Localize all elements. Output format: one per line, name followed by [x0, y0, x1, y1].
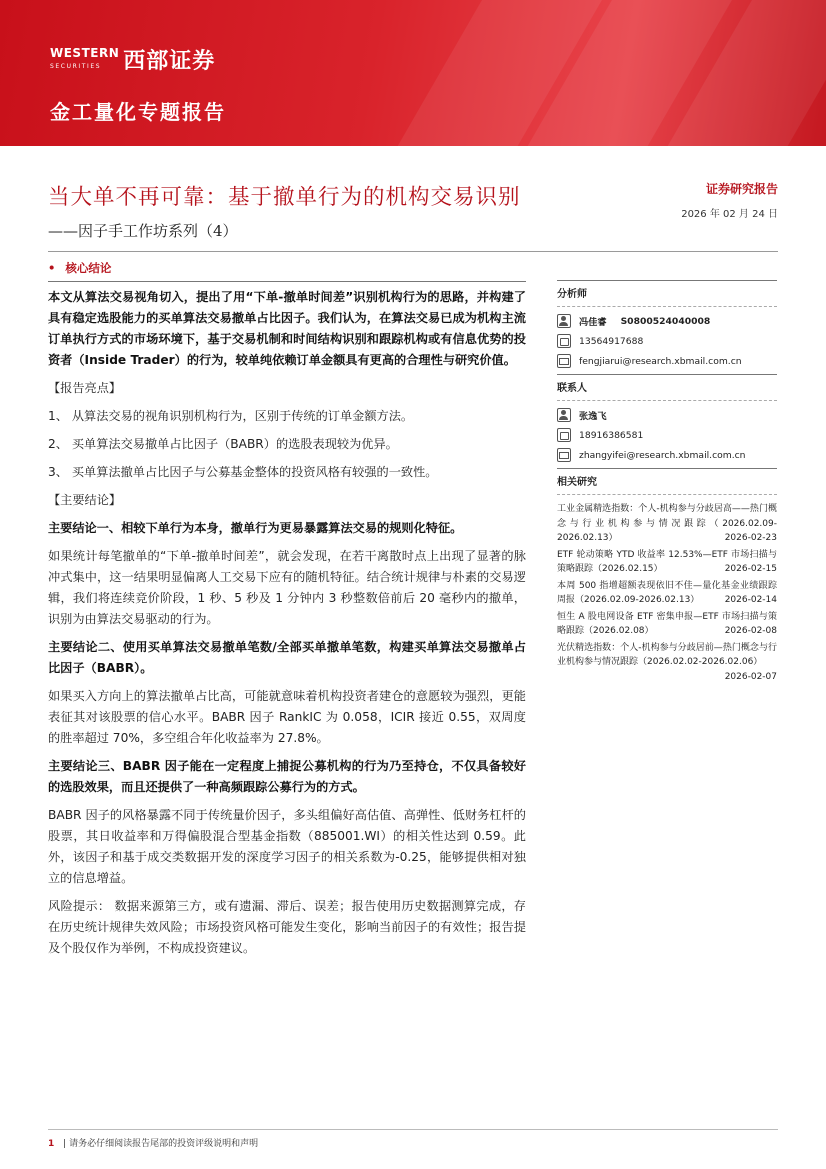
contact-label: 联系人: [557, 383, 587, 394]
phone-icon: [557, 428, 571, 442]
sidebar-divider: [557, 280, 777, 281]
conclusion-head: 主要结论一、相较下单行为本身，撤单行为更易暴露算法交易的规则化特征。: [48, 521, 463, 535]
company-logo: [50, 44, 215, 75]
highlight-item: 2、 买单算法交易撤单占比因子（BABR）的选股表现较为优异。: [48, 437, 398, 451]
logo-en-sub: SECURITIES: [50, 62, 102, 70]
contact-email-row: [557, 448, 777, 462]
sidebar: [557, 280, 777, 684]
related-title[interactable]: ETF 轮动策略 YTD 收益率 12.53%—ETF 市场扫描与策略跟踪（2026.02.15）: [557, 549, 777, 574]
contact-phone-row: [557, 428, 777, 442]
phone-icon: [557, 334, 571, 348]
section-heading: [48, 260, 111, 276]
report-date: 2026 年 02 月 24 日: [681, 209, 778, 220]
related-date: 2026-02-07: [724, 671, 777, 682]
main-content: [48, 287, 526, 966]
sidebar-dash: [557, 494, 777, 496]
contact-email[interactable]: zhangyifei@research.xbmail.com.cn: [579, 449, 746, 461]
related-title[interactable]: 恒生 A 股电网设备 ETF 密集申报—ETF 市场扫描与策略跟踪（2026.02.08）: [557, 611, 777, 636]
mail-icon: [557, 354, 571, 368]
conclusion-body: 如果买入方向上的算法撤单占比高，可能就意味着机构投资者建仓的意愿较为强烈，更能表征其对该股票的信心水平。BABR 因子 RankIC 为 0.058，ICIR 接近 0.55，双周度的胜率超过 70%，多空组合年化收益率为 27.8%。: [48, 689, 526, 745]
related-item[interactable]: [557, 610, 777, 639]
conclusion-body: 如果统计每笔撤单的“下单-撤单时间差”，就会发现，在若干离散时点上出现了显著的脉冲式集中，这一结果明显偏离人工交易下应有的随机特征。结合统计规律与朴素的交易逻辑，我们将连续竞价阶段，1 秒、5 秒及 1 分钟内 3 秒整数倍前后 20 毫秒内的撤单，识别为由算法交易驱动的行为。: [48, 549, 526, 626]
related-item[interactable]: [557, 502, 777, 546]
analyst-label: 分析师: [557, 289, 587, 300]
logo-en-text: WESTERN: [50, 45, 120, 60]
analyst-email[interactable]: fengjiarui@research.xbmail.com.cn: [579, 355, 742, 367]
logo-cn: 西部证券: [123, 49, 216, 74]
logo-en: [50, 47, 119, 73]
contact-phone: 18916386581: [579, 429, 644, 441]
highlight-item: 1、 从算法交易的视角识别机构行为，区别于传统的订单金额方法。: [48, 409, 414, 423]
report-type-label: 证券研究报告: [705, 182, 778, 196]
footer-divider: [48, 1129, 778, 1130]
risk-warning: 风险提示： 数据来源第三方，或有遗漏、滞后、误差；报告使用历史数据测算完成，存在历史统计规律失效风险；市场投资风格可能发生变化，影响当前因子的有效性；报告提及个股仅作为举例，不构成投资建议。: [48, 899, 526, 955]
report-subtitle: ——因子手工作坊系列（4）: [48, 222, 238, 240]
related-item[interactable]: [557, 579, 777, 608]
report-category: 金工量化专题报告: [50, 100, 226, 124]
contact-name: 张逸飞: [579, 411, 607, 422]
page-footer: [48, 1136, 258, 1149]
related-title[interactable]: 工业金属精选指数：个人-机构参与分歧居高——热门概念与行业机构参与情况跟踪（2026.02.09-2026.02.13）: [557, 504, 777, 543]
person-icon: [557, 408, 571, 422]
page-number: 1: [48, 1139, 55, 1149]
conclusion-head: 主要结论二、使用买单算法交易撤单笔数/全部买单撤单笔数，构建买单算法交易撤单占比因子（BABR）。: [48, 640, 526, 675]
footer-separator: |: [63, 1139, 67, 1149]
bullet-icon: •: [48, 261, 56, 275]
footer-disclaimer: 请务必仔细阅读报告尾部的投资评级说明和声明: [69, 1139, 259, 1149]
title-divider: [48, 251, 778, 252]
sidebar-dash: [557, 400, 777, 402]
related-date: 2026-02-23: [724, 533, 777, 543]
section-divider: [48, 281, 526, 282]
related-date: 2026-02-08: [724, 626, 777, 636]
conclusion-body: BABR 因子的风格暴露不同于传统量价因子，多头组偏好高估值、高弹性、低财务杠杆的股票，其日收益率和万得偏股混合型基金指数（885001.WI）的相关性达到 0.59。此外，该因子和基于成交类数据开发的深度学习因子的相关系数为-0.25，能够提供相对独立的信息增益。: [48, 808, 526, 885]
header-banner: [0, 0, 826, 146]
conclusion-head: 主要结论三、BABR 因子能在一定程度上捕捉公募机构的行为乃至持仓，不仅具备较好的选股效果，而且还提供了一种高频跟踪公募行为的方式。: [48, 759, 526, 794]
contact-row: [557, 408, 777, 422]
related-date: 2026-02-14: [724, 595, 777, 605]
analyst-row: [557, 314, 777, 328]
person-icon: [557, 314, 571, 328]
analyst-phone: 13564917688: [579, 335, 644, 347]
related-date: 2026-02-15: [724, 564, 777, 574]
analyst-phone-row: [557, 334, 777, 348]
highlights-heading: 【报告亮点】: [48, 381, 122, 395]
summary-paragraph: 本文从算法交易视角切入，提出了用“下单-撤单时间差”识别机构行为的思路，并构建了具有稳定选股能力的买单算法交易撤单占比因子。我们认为，在算法交易已成为机构主流订单执行方式的市场环境下，基于交易机制和时间结构识别和跟踪机构或有信息优势的投资者（Inside Trader）的行为，较单纯依赖订单金额具有更高的合理性与研究价值。: [48, 290, 526, 367]
sidebar-divider: [557, 468, 777, 469]
report-title: 当大单不再可靠：基于撤单行为的机构交易识别: [48, 185, 521, 210]
related-item[interactable]: [557, 548, 777, 577]
sidebar-dash: [557, 306, 777, 308]
related-title[interactable]: 本周 500 指增超额表现依旧不佳—量化基金业绩跟踪周报（2026.02.09-2026.02.13）: [557, 580, 777, 605]
conclusions-heading: 【主要结论】: [48, 493, 122, 507]
related-label: 相关研究: [557, 477, 597, 488]
related-item[interactable]: [557, 641, 777, 682]
analyst-name: 冯佳睿: [579, 317, 607, 328]
related-list: [557, 502, 777, 682]
highlight-item: 3、 买单算法撤单占比因子与公募基金整体的投资风格有较强的一致性。: [48, 465, 438, 479]
mail-icon: [557, 448, 571, 462]
analyst-email-row: [557, 354, 777, 368]
related-title[interactable]: 光伏精选指数：个人-机构参与分歧居前—热门概念与行业机构参与情况跟踪（2026.02.02-2026.02.06）: [557, 642, 777, 667]
analyst-id: S0800524040008: [620, 315, 711, 327]
sidebar-divider: [557, 374, 777, 375]
section-title: 核心结论: [65, 261, 112, 275]
